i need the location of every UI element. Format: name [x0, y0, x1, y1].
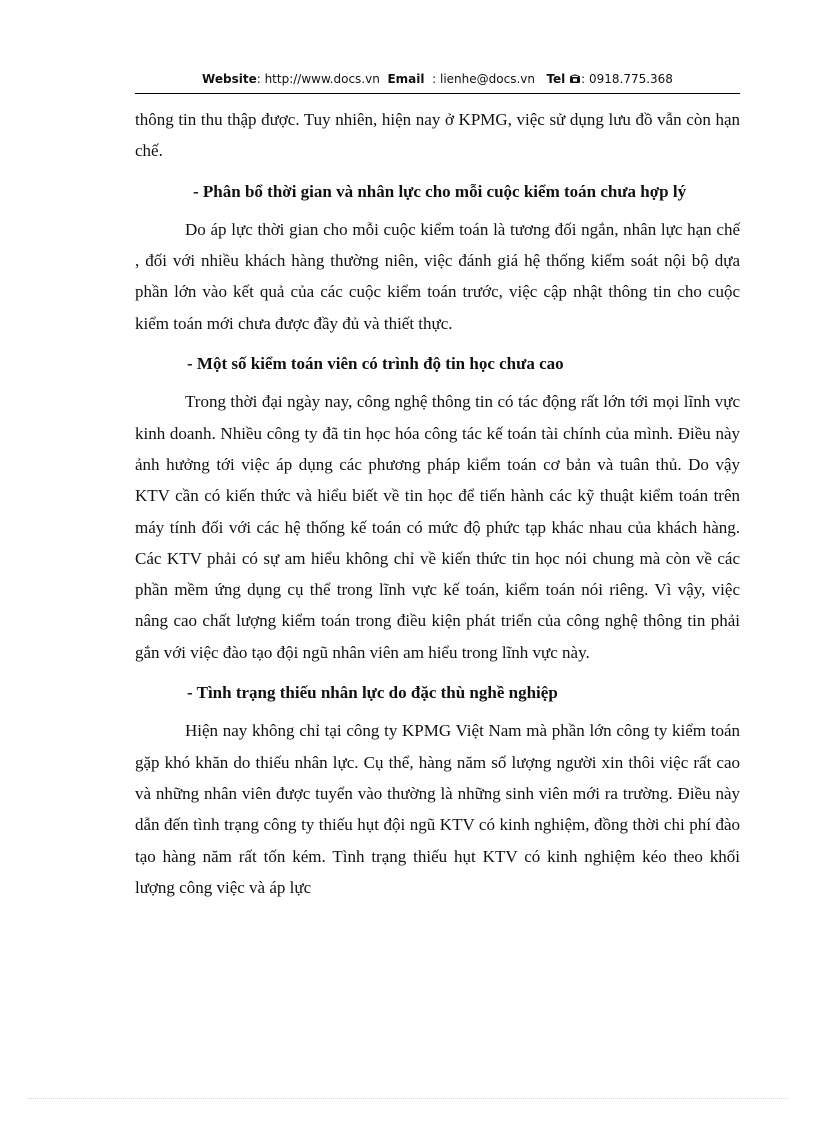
paragraph-3: Trong thời đại ngày nay, công nghệ thông tin có tác động rất lớn tới mọi lĩnh vực kinh doanh. Nhiều công ty đã tin học hóa công tác kế toán tài chính của mình. Điều này ảnh hưởng tới việc áp dụng các phương pháp kiểm toán cơ bản và tuân thủ. Do vậy KTV cần có kiến thức và hiểu biết về tin học để tiến hành các kỹ thuật kiểm toán trên máy tính đối với các hệ thống kế toán có mức độ phức tạp khác nhau của khách hàng. Các KTV phải có sự am hiểu không chỉ về kiến thức tin học nói chung mà còn về các phần mềm ứng dụng cụ thể trong lĩnh vực kế toán, kiểm toán nói riêng. Vì vậy, việc nâng cao chất lượng kiểm toán trong điều kiện phát triển của công nghệ thông tin phải gắn với việc đào tạo đội ngũ nhân viên am hiểu trong lĩnh vực này. [135, 392, 740, 662]
tel-value: : 0918.775.368 [581, 72, 673, 86]
phone-icon [569, 73, 581, 87]
header-divider [135, 93, 740, 94]
section-heading-2: - Một số kiểm toán viên có trình độ tin học chưa cao [187, 354, 564, 374]
website-value: : http://www.docs.vn [256, 72, 380, 86]
document-body [135, 104, 740, 903]
paragraph-2: Do áp lực thời gian cho mỗi cuộc kiểm toán là tương đối ngắn, nhân lực hạn chế , đối với nhiều khách hàng thường niên, việc đánh giá hệ thống kiểm soát nội bộ dựa phần lớn vào kết quả của các cuộc kiểm toán trước, việc cập nhật thông tin cho cuộc kiểm toán mới chưa được đầy đủ và thiết thực. [135, 219, 740, 333]
email-label: Email [387, 72, 425, 86]
section-heading-3: - Tình trạng thiếu nhân lực do đặc thù nghề nghiệp [187, 683, 558, 703]
paragraph-1: thông tin thu thập được. Tuy nhiên, hiện nay ở KPMG, việc sử dụng lưu đồ vẫn còn hạn chế. [135, 110, 740, 161]
paragraph-4: Hiện nay không chỉ tại công ty KPMG Việt Nam mà phần lớn công ty kiểm toán gặp khó khăn do thiếu nhân lực. Cụ thể, hàng năm số lượng người xin thôi việc rất cao và những nhân viên được tuyển vào thường là những sinh viên mới ra trường. Điều này dẫn đến tình trạng công ty thiếu hụt đội ngũ KTV có kinh nghiệm, đồng thời chi phí đào tạo hàng năm rất tốn kém. Tình trạng thiếu hụt KTV có kinh nghiệm kéo theo khối lượng công việc và áp lực [135, 721, 740, 897]
website-label: Website [202, 72, 257, 86]
section-heading-1: - Phân bổ thời gian và nhân lực cho mỗi cuộc kiểm toán chưa hợp lý [193, 181, 687, 201]
footer-divider [28, 1098, 788, 1099]
email-value: : lienhe@docs.vn [432, 72, 535, 86]
tel-label: Tel [546, 72, 566, 86]
page-header [135, 72, 740, 92]
